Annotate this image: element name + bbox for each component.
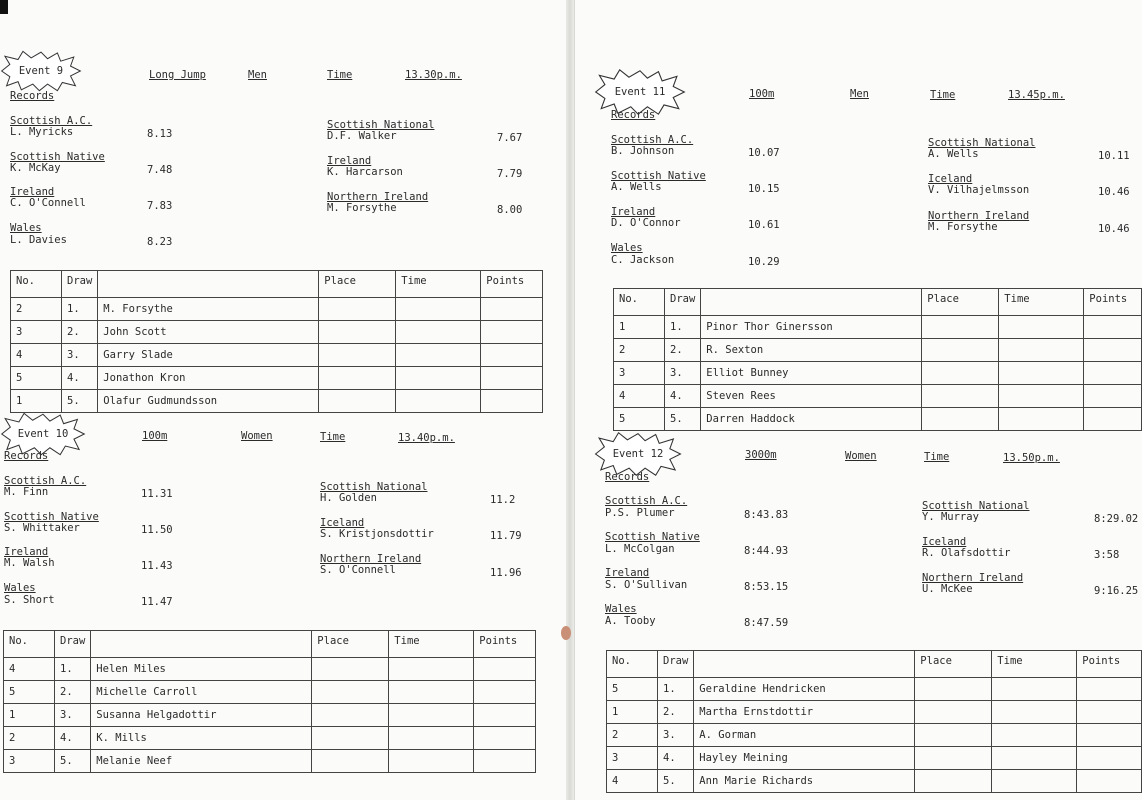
col-header-points: Points xyxy=(474,631,536,658)
record-holder: S. Kristjonsdottir xyxy=(320,528,434,540)
entry-draw: 2. xyxy=(665,339,701,362)
record-holder: M. Forsythe xyxy=(928,221,998,233)
entry-draw: 3. xyxy=(55,704,91,727)
record-mark: 10.11 xyxy=(1098,150,1130,162)
col-header-time: Time xyxy=(992,651,1077,678)
record-mark: 7.83 xyxy=(147,200,173,212)
entry-time xyxy=(999,385,1084,408)
col-header-points: Points xyxy=(1077,651,1142,678)
entry-time xyxy=(992,724,1077,747)
event-category: Women xyxy=(845,450,877,462)
table-row xyxy=(4,750,536,773)
col-header-place: Place xyxy=(915,651,992,678)
entry-points xyxy=(1077,724,1142,747)
table-row xyxy=(614,316,1142,339)
record-region: Northern Ireland xyxy=(928,210,1030,222)
entry-number: 1 xyxy=(4,704,55,727)
record-holder: L. Myricks xyxy=(10,126,74,138)
record-holder: M. Walsh xyxy=(4,557,55,569)
col-header-no: No. xyxy=(11,271,62,298)
event-category: Women xyxy=(241,430,273,442)
record-mark: 10.61 xyxy=(748,219,780,231)
entry-number: 5 xyxy=(614,408,665,431)
col-header-name xyxy=(701,289,922,316)
record-mark: 11.43 xyxy=(141,560,173,572)
table-row xyxy=(11,298,543,321)
table-header-row xyxy=(4,631,536,658)
col-header-draw: Draw xyxy=(665,289,701,316)
event-title: 100m xyxy=(142,430,168,442)
record-holder: S. O'Sullivan xyxy=(605,579,688,591)
entry-place xyxy=(319,298,396,321)
event-title: Long Jump xyxy=(149,69,206,81)
entry-time xyxy=(992,678,1077,701)
event-label: Event 11 xyxy=(614,86,666,98)
entry-draw: 5. xyxy=(658,770,694,793)
record-region: Ireland xyxy=(10,186,55,198)
entry-place xyxy=(915,701,992,724)
entry-number: 4 xyxy=(614,385,665,408)
entry-time xyxy=(999,362,1084,385)
entry-name: M. Forsythe xyxy=(98,298,319,321)
entry-draw: 5. xyxy=(62,390,98,413)
table-row xyxy=(11,344,543,367)
table-header-row xyxy=(11,271,543,298)
record-mark: 8:47.59 xyxy=(744,617,789,629)
event-label: Event 12 xyxy=(612,448,664,460)
record-mark: 8.23 xyxy=(147,236,173,248)
record-holder: C. O'Connell xyxy=(10,197,86,209)
table-row xyxy=(11,390,543,413)
record-region: Scottish A.C. xyxy=(4,475,87,487)
entry-name: R. Sexton xyxy=(701,339,922,362)
table-row xyxy=(614,362,1142,385)
entry-name: Garry Slade xyxy=(98,344,319,367)
record-region: Iceland xyxy=(922,536,967,548)
entry-name: Pinor Thor Ginersson xyxy=(701,316,922,339)
entry-points xyxy=(1077,747,1142,770)
col-header-no: No. xyxy=(607,651,658,678)
table-row xyxy=(11,367,543,390)
entry-points xyxy=(481,390,543,413)
record-region: Wales xyxy=(10,222,42,234)
entry-draw: 4. xyxy=(658,747,694,770)
record-region: Ireland xyxy=(611,206,656,218)
event-burst xyxy=(0,48,82,94)
record-holder: A. Wells xyxy=(611,181,662,193)
table-row xyxy=(607,678,1142,701)
record-region: Iceland xyxy=(928,173,973,185)
entry-number: 2 xyxy=(607,724,658,747)
entry-place xyxy=(312,750,389,773)
entry-time xyxy=(389,704,474,727)
entry-draw: 1. xyxy=(62,298,98,321)
entry-place xyxy=(915,724,992,747)
entry-number: 4 xyxy=(607,770,658,793)
col-header-time: Time xyxy=(396,271,481,298)
entry-name: Darren Haddock xyxy=(701,408,922,431)
record-mark: 11.2 xyxy=(490,494,516,506)
entry-time xyxy=(396,367,481,390)
event-label: Event 10 xyxy=(17,428,69,440)
entry-name: Elliot Bunney xyxy=(701,362,922,385)
event-title: 3000m xyxy=(745,449,777,461)
entry-points xyxy=(481,298,543,321)
event-time: 13.40p.m. xyxy=(398,432,455,444)
entry-points xyxy=(474,750,536,773)
record-mark: 7.79 xyxy=(497,168,523,180)
record-mark: 10.15 xyxy=(748,183,780,195)
col-header-draw: Draw xyxy=(658,651,694,678)
entry-time xyxy=(992,701,1077,724)
record-region: Northern Ireland xyxy=(320,553,422,565)
entry-name: Melanie Neef xyxy=(91,750,312,773)
entry-name: Olafur Gudmundsson xyxy=(98,390,319,413)
entry-time xyxy=(396,298,481,321)
record-region: Scottish National xyxy=(320,481,428,493)
table-row xyxy=(614,339,1142,362)
time-label: Time xyxy=(930,89,956,101)
col-header-no: No. xyxy=(4,631,55,658)
entry-draw: 5. xyxy=(665,408,701,431)
event-time: 13.50p.m. xyxy=(1003,452,1060,464)
record-holder: K. McKay xyxy=(10,162,61,174)
record-holder: U. McKee xyxy=(922,583,973,595)
entry-name: Michelle Carroll xyxy=(91,681,312,704)
table-row xyxy=(11,321,543,344)
table-row xyxy=(4,727,536,750)
record-holder: P.S. Plumer xyxy=(605,507,675,519)
entry-points xyxy=(474,681,536,704)
record-region: Wales xyxy=(605,603,637,615)
entry-number: 3 xyxy=(11,321,62,344)
entry-name: Geraldine Hendricken xyxy=(694,678,915,701)
record-region: Wales xyxy=(611,242,643,254)
time-label: Time xyxy=(327,69,353,81)
entry-place xyxy=(915,678,992,701)
col-header-no: No. xyxy=(614,289,665,316)
time-label: Time xyxy=(924,451,950,463)
entry-number: 5 xyxy=(11,367,62,390)
record-region: Ireland xyxy=(4,546,49,558)
entry-name: Helen Miles xyxy=(91,658,312,681)
entries-table xyxy=(613,288,1142,431)
entry-name: Susanna Helgadottir xyxy=(91,704,312,727)
entry-draw: 4. xyxy=(62,367,98,390)
entry-draw: 1. xyxy=(658,678,694,701)
entry-draw: 1. xyxy=(55,658,91,681)
entry-name: K. Mills xyxy=(91,727,312,750)
col-header-draw: Draw xyxy=(55,631,91,658)
entry-number: 2 xyxy=(11,298,62,321)
record-holder: M. Forsythe xyxy=(327,202,397,214)
record-holder: S. O'Connell xyxy=(320,564,396,576)
entry-number: 3 xyxy=(607,747,658,770)
table-header-row xyxy=(607,651,1142,678)
entry-name: Ann Marie Richards xyxy=(694,770,915,793)
event-category: Men xyxy=(850,88,869,100)
record-region: Scottish National xyxy=(922,500,1030,512)
entry-points xyxy=(481,344,543,367)
col-header-place: Place xyxy=(922,289,999,316)
entry-draw: 1. xyxy=(665,316,701,339)
record-region: Scottish Native xyxy=(611,170,706,182)
record-holder: M. Finn xyxy=(4,486,49,498)
entry-draw: 2. xyxy=(658,701,694,724)
entries-table xyxy=(606,650,1142,793)
col-header-place: Place xyxy=(312,631,389,658)
entry-points xyxy=(1077,701,1142,724)
entry-place xyxy=(312,704,389,727)
entries-table xyxy=(10,270,543,413)
col-header-draw: Draw xyxy=(62,271,98,298)
col-header-points: Points xyxy=(1084,289,1142,316)
entries-table xyxy=(3,630,536,773)
col-header-place: Place xyxy=(319,271,396,298)
records-heading: Records xyxy=(611,109,656,121)
record-mark: 3:58 xyxy=(1094,549,1120,561)
record-holder: A. Tooby xyxy=(605,615,656,627)
record-region: Northern Ireland xyxy=(327,191,429,203)
entry-place xyxy=(915,747,992,770)
record-region: Scottish National xyxy=(327,119,435,131)
record-mark: 11.31 xyxy=(141,488,173,500)
entry-place xyxy=(312,727,389,750)
record-mark: 8:44.93 xyxy=(744,545,789,557)
entry-draw: 2. xyxy=(55,681,91,704)
entry-place xyxy=(319,321,396,344)
entry-place xyxy=(922,385,999,408)
record-mark: 11.50 xyxy=(141,524,173,536)
entry-points xyxy=(481,321,543,344)
event-category: Men xyxy=(248,69,267,81)
record-holder: L. McColgan xyxy=(605,543,675,555)
record-holder: L. Davies xyxy=(10,234,67,246)
record-holder: Y. Murray xyxy=(922,511,979,523)
record-region: Scottish A.C. xyxy=(611,134,694,146)
record-mark: 8.00 xyxy=(497,204,523,216)
entry-time xyxy=(999,316,1084,339)
table-row xyxy=(4,681,536,704)
entry-time xyxy=(396,321,481,344)
record-mark: 8:43.83 xyxy=(744,509,789,521)
record-mark: 8.13 xyxy=(147,128,173,140)
entry-time xyxy=(389,727,474,750)
table-row xyxy=(607,747,1142,770)
entry-draw: 4. xyxy=(665,385,701,408)
record-holder: B. Johnson xyxy=(611,145,675,157)
entry-points xyxy=(474,658,536,681)
entry-name: Martha Ernstdottir xyxy=(694,701,915,724)
record-holder: D.F. Walker xyxy=(327,130,397,142)
record-region: Scottish Native xyxy=(10,151,105,163)
entry-draw: 5. xyxy=(55,750,91,773)
entry-place xyxy=(922,408,999,431)
record-mark: 10.46 xyxy=(1098,186,1130,198)
record-mark: 8:29.02 xyxy=(1094,513,1139,525)
entry-points xyxy=(1084,339,1142,362)
entry-draw: 3. xyxy=(665,362,701,385)
entry-draw: 3. xyxy=(62,344,98,367)
entry-points xyxy=(1084,362,1142,385)
col-header-time: Time xyxy=(389,631,474,658)
col-header-name xyxy=(91,631,312,658)
page-fold xyxy=(566,0,574,800)
entry-draw: 2. xyxy=(62,321,98,344)
record-holder: R. Olafsdottir xyxy=(922,547,1011,559)
entry-number: 3 xyxy=(4,750,55,773)
record-mark: 7.67 xyxy=(497,132,523,144)
record-region: Ireland xyxy=(605,567,650,579)
table-row xyxy=(607,770,1142,793)
table-header-row xyxy=(614,289,1142,316)
entry-place xyxy=(312,681,389,704)
entry-draw: 3. xyxy=(658,724,694,747)
record-holder: S. Whittaker xyxy=(4,522,80,534)
record-region: Iceland xyxy=(320,517,365,529)
entry-time xyxy=(396,344,481,367)
record-mark: 7.48 xyxy=(147,164,173,176)
entry-points xyxy=(1084,385,1142,408)
record-holder: D. O'Connor xyxy=(611,217,681,229)
event-time: 13.30p.m. xyxy=(405,69,462,81)
entry-points xyxy=(1084,408,1142,431)
event-label: Event 9 xyxy=(18,65,64,77)
table-row xyxy=(614,385,1142,408)
entry-time xyxy=(389,658,474,681)
record-region: Wales xyxy=(4,582,36,594)
record-region: Scottish National xyxy=(928,137,1036,149)
record-mark: 11.96 xyxy=(490,567,522,579)
entry-points xyxy=(1077,770,1142,793)
records-heading: Records xyxy=(10,90,55,102)
col-header-name xyxy=(98,271,319,298)
record-region: Scottish A.C. xyxy=(605,495,688,507)
col-header-points: Points xyxy=(481,271,543,298)
time-label: Time xyxy=(320,431,346,443)
record-mark: 8:53.15 xyxy=(744,581,789,593)
entry-place xyxy=(312,658,389,681)
entry-name: Steven Rees xyxy=(701,385,922,408)
record-holder: A. Wells xyxy=(928,148,979,160)
entry-number: 2 xyxy=(4,727,55,750)
event-title: 100m xyxy=(749,88,775,100)
entry-number: 5 xyxy=(4,681,55,704)
entry-points xyxy=(1084,316,1142,339)
entry-number: 1 xyxy=(607,701,658,724)
entry-time xyxy=(992,770,1077,793)
entry-number: 5 xyxy=(607,678,658,701)
entry-number: 1 xyxy=(11,390,62,413)
record-holder: V. Vilhajelmsson xyxy=(928,184,1030,196)
record-region: Northern Ireland xyxy=(922,572,1024,584)
entry-points xyxy=(481,367,543,390)
entry-time xyxy=(999,408,1084,431)
record-holder: S. Short xyxy=(4,594,55,606)
record-mark: 9:16.25 xyxy=(1094,585,1139,597)
record-mark: 11.79 xyxy=(490,530,522,542)
record-region: Scottish Native xyxy=(4,511,99,523)
records-heading: Records xyxy=(605,471,650,483)
entry-place xyxy=(922,362,999,385)
entry-time xyxy=(389,681,474,704)
event-time: 13.45p.m. xyxy=(1008,89,1065,101)
record-mark: 10.07 xyxy=(748,147,780,159)
entry-points xyxy=(1077,678,1142,701)
record-mark: 10.29 xyxy=(748,256,780,268)
entry-number: 1 xyxy=(614,316,665,339)
table-row xyxy=(614,408,1142,431)
entry-number: 4 xyxy=(4,658,55,681)
record-region: Scottish A.C. xyxy=(10,115,93,127)
record-holder: C. Jackson xyxy=(611,254,675,266)
entry-place xyxy=(319,367,396,390)
scan-mark xyxy=(0,0,8,14)
record-region: Ireland xyxy=(327,155,372,167)
col-header-name xyxy=(694,651,915,678)
record-region: Scottish Native xyxy=(605,531,700,543)
entry-name: A. Gorman xyxy=(694,724,915,747)
table-row xyxy=(4,658,536,681)
entry-name: Hayley Meining xyxy=(694,747,915,770)
entry-time xyxy=(992,747,1077,770)
record-holder: K. Harcarson xyxy=(327,166,403,178)
entry-points xyxy=(474,704,536,727)
entry-place xyxy=(922,316,999,339)
entry-place xyxy=(319,344,396,367)
entry-name: Jonathon Kron xyxy=(98,367,319,390)
table-row xyxy=(607,724,1142,747)
entry-number: 3 xyxy=(614,362,665,385)
entry-time xyxy=(389,750,474,773)
record-mark: 10.46 xyxy=(1098,223,1130,235)
col-header-time: Time xyxy=(999,289,1084,316)
entry-name: John Scott xyxy=(98,321,319,344)
records-heading: Records xyxy=(4,450,49,462)
staple-mark xyxy=(561,626,571,640)
record-mark: 11.47 xyxy=(141,596,173,608)
entry-number: 4 xyxy=(11,344,62,367)
table-row xyxy=(4,704,536,727)
entry-place xyxy=(319,390,396,413)
record-holder: H. Golden xyxy=(320,492,377,504)
entry-number: 2 xyxy=(614,339,665,362)
entry-place xyxy=(915,770,992,793)
table-row xyxy=(607,701,1142,724)
entry-place xyxy=(922,339,999,362)
entry-time xyxy=(999,339,1084,362)
entry-draw: 4. xyxy=(55,727,91,750)
entry-time xyxy=(396,390,481,413)
entry-points xyxy=(474,727,536,750)
